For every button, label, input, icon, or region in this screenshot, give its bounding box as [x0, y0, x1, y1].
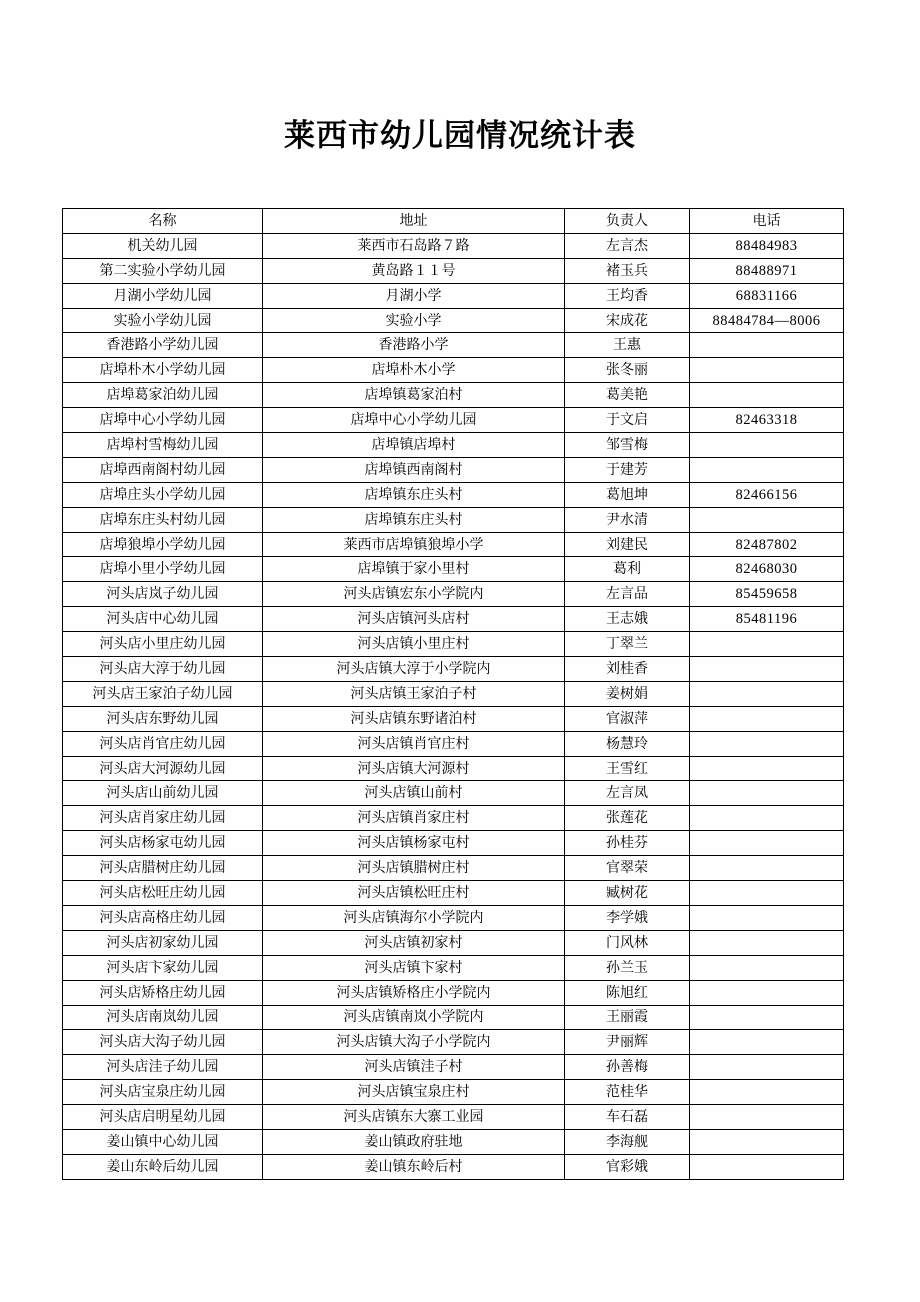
cell-name: 姜山镇中心幼儿园	[63, 1129, 263, 1154]
table-row	[63, 383, 844, 408]
table-row	[63, 308, 844, 333]
cell-name: 河头店高格庄幼儿园	[63, 905, 263, 930]
cell-name: 香港路小学幼儿园	[63, 333, 263, 358]
cell-name: 实验小学幼儿园	[63, 308, 263, 333]
table-row	[63, 333, 844, 358]
cell-address: 店埠镇西南阁村	[263, 457, 565, 482]
cell-address: 河头店镇初家村	[263, 930, 565, 955]
cell-name: 河头店肖家庄幼儿园	[63, 806, 263, 831]
cell-person-in-charge: 刘建民	[565, 532, 690, 557]
cell-address: 河头店镇卞家村	[263, 955, 565, 980]
cell-address: 姜山镇东岭后村	[263, 1154, 565, 1179]
cell-person-in-charge: 官淑萍	[565, 706, 690, 731]
cell-name: 河头店东野幼儿园	[63, 706, 263, 731]
table-row	[63, 233, 844, 258]
cell-person-in-charge: 李海舰	[565, 1129, 690, 1154]
cell-person-in-charge: 王志娥	[565, 607, 690, 632]
table-row	[63, 433, 844, 458]
cell-address: 河头店镇松旺庄村	[263, 881, 565, 906]
cell-person-in-charge: 门风林	[565, 930, 690, 955]
cell-person-in-charge: 褚玉兵	[565, 258, 690, 283]
cell-phone: 82463318	[690, 408, 844, 433]
table-row	[63, 831, 844, 856]
table-body	[63, 233, 844, 1179]
cell-phone	[690, 980, 844, 1005]
header-person-in-charge: 负责人	[565, 209, 690, 234]
cell-name: 店埠小里小学幼儿园	[63, 557, 263, 582]
table-row	[63, 632, 844, 657]
table-row	[63, 856, 844, 881]
cell-address: 河头店镇腊树庄村	[263, 856, 565, 881]
cell-phone	[690, 333, 844, 358]
cell-person-in-charge: 车石磊	[565, 1105, 690, 1130]
table-row	[63, 1080, 844, 1105]
cell-name: 河头店腊树庄幼儿园	[63, 856, 263, 881]
cell-address: 河头店镇肖官庄村	[263, 731, 565, 756]
cell-address: 河头店镇宝泉庄村	[263, 1080, 565, 1105]
cell-address: 河头店镇南岚小学院内	[263, 1005, 565, 1030]
cell-address: 莱西市石岛路７路	[263, 233, 565, 258]
cell-phone: 88484983	[690, 233, 844, 258]
cell-address: 河头店镇东大寨工业园	[263, 1105, 565, 1130]
cell-address: 香港路小学	[263, 333, 565, 358]
table-row	[63, 731, 844, 756]
cell-person-in-charge: 王均香	[565, 283, 690, 308]
table-row	[63, 781, 844, 806]
cell-address: 河头店镇大河源村	[263, 756, 565, 781]
cell-phone	[690, 433, 844, 458]
page-title: 莱西市幼儿园情况统计表	[284, 118, 636, 154]
cell-address: 河头店镇王家泊子村	[263, 681, 565, 706]
cell-person-in-charge: 葛利	[565, 557, 690, 582]
cell-name: 第二实验小学幼儿园	[63, 258, 263, 283]
cell-phone	[690, 457, 844, 482]
cell-address: 店埠镇于家小里村	[263, 557, 565, 582]
cell-name: 店埠庄头小学幼儿园	[63, 482, 263, 507]
cell-name: 河头店卞家幼儿园	[63, 955, 263, 980]
cell-address: 店埠镇东庄头村	[263, 507, 565, 532]
table-row	[63, 482, 844, 507]
cell-person-in-charge: 范桂华	[565, 1080, 690, 1105]
cell-phone: 88488971	[690, 258, 844, 283]
cell-name: 店埠西南阁村幼儿园	[63, 457, 263, 482]
table-row	[63, 582, 844, 607]
cell-address: 黄岛路１１号	[263, 258, 565, 283]
cell-person-in-charge: 于文启	[565, 408, 690, 433]
cell-person-in-charge: 姜树娟	[565, 681, 690, 706]
cell-person-in-charge: 左言凤	[565, 781, 690, 806]
cell-phone	[690, 881, 844, 906]
cell-person-in-charge: 官彩娥	[565, 1154, 690, 1179]
cell-address: 河头店镇肖家庄村	[263, 806, 565, 831]
cell-phone	[690, 955, 844, 980]
cell-address: 河头店镇海尔小学院内	[263, 905, 565, 930]
table-row	[63, 258, 844, 283]
header-name: 名称	[63, 209, 263, 234]
cell-person-in-charge: 尹丽辉	[565, 1030, 690, 1055]
table-row	[63, 905, 844, 930]
cell-person-in-charge: 李学娥	[565, 905, 690, 930]
cell-person-in-charge: 宋成花	[565, 308, 690, 333]
table-row	[63, 507, 844, 532]
cell-address: 店埠朴木小学	[263, 358, 565, 383]
table-row	[63, 283, 844, 308]
cell-phone	[690, 657, 844, 682]
cell-address: 河头店镇小里庄村	[263, 632, 565, 657]
cell-name: 河头店中心幼儿园	[63, 607, 263, 632]
cell-phone	[690, 1154, 844, 1179]
cell-person-in-charge: 葛旭坤	[565, 482, 690, 507]
cell-phone	[690, 1030, 844, 1055]
cell-name: 河头店山前幼儿园	[63, 781, 263, 806]
cell-person-in-charge: 王惠	[565, 333, 690, 358]
header-address: 地址	[263, 209, 565, 234]
table-row	[63, 1005, 844, 1030]
cell-name: 河头店松旺庄幼儿园	[63, 881, 263, 906]
cell-phone	[690, 1105, 844, 1130]
table-row	[63, 930, 844, 955]
cell-name: 河头店启明星幼儿园	[63, 1105, 263, 1130]
cell-name: 河头店宝泉庄幼儿园	[63, 1080, 263, 1105]
cell-phone: 82468030	[690, 557, 844, 582]
cell-person-in-charge: 孙善梅	[565, 1055, 690, 1080]
cell-address: 河头店镇大淳于小学院内	[263, 657, 565, 682]
cell-name: 店埠葛家泊幼儿园	[63, 383, 263, 408]
kindergarten-table	[62, 208, 844, 1180]
cell-address: 河头店镇东野诸泊村	[263, 706, 565, 731]
cell-phone	[690, 781, 844, 806]
cell-address: 河头店镇洼子村	[263, 1055, 565, 1080]
cell-person-in-charge: 杨慧玲	[565, 731, 690, 756]
cell-phone	[690, 930, 844, 955]
cell-name: 店埠村雪梅幼儿园	[63, 433, 263, 458]
table-row	[63, 980, 844, 1005]
cell-phone	[690, 731, 844, 756]
table-row	[63, 607, 844, 632]
cell-phone	[690, 756, 844, 781]
cell-name: 河头店南岚幼儿园	[63, 1005, 263, 1030]
cell-address: 河头店镇宏东小学院内	[263, 582, 565, 607]
cell-phone: 85481196	[690, 607, 844, 632]
cell-phone: 88484784—8006	[690, 308, 844, 333]
cell-phone	[690, 831, 844, 856]
cell-address: 店埠中心小学幼儿园	[263, 408, 565, 433]
cell-address: 店埠镇店埠村	[263, 433, 565, 458]
cell-person-in-charge: 张冬丽	[565, 358, 690, 383]
cell-person-in-charge: 刘桂香	[565, 657, 690, 682]
cell-phone	[690, 706, 844, 731]
cell-person-in-charge: 孙兰玉	[565, 955, 690, 980]
cell-address: 河头店镇山前村	[263, 781, 565, 806]
table-row	[63, 881, 844, 906]
table-row	[63, 681, 844, 706]
table-row	[63, 1129, 844, 1154]
cell-phone: 68831166	[690, 283, 844, 308]
table-row	[63, 457, 844, 482]
cell-phone: 82466156	[690, 482, 844, 507]
cell-name: 机关幼儿园	[63, 233, 263, 258]
table-row	[63, 1154, 844, 1179]
table-header-row	[63, 209, 844, 234]
cell-person-in-charge: 丁翠兰	[565, 632, 690, 657]
cell-name: 河头店初家幼儿园	[63, 930, 263, 955]
cell-phone	[690, 358, 844, 383]
cell-address: 河头店镇杨家屯村	[263, 831, 565, 856]
cell-phone	[690, 1005, 844, 1030]
table-row	[63, 408, 844, 433]
cell-name: 河头店大沟子幼儿园	[63, 1030, 263, 1055]
cell-phone	[690, 1129, 844, 1154]
table-row	[63, 1030, 844, 1055]
cell-address: 实验小学	[263, 308, 565, 333]
table-row	[63, 1105, 844, 1130]
table-row	[63, 532, 844, 557]
cell-name: 店埠狼埠小学幼儿园	[63, 532, 263, 557]
cell-address: 莱西市店埠镇狼埠小学	[263, 532, 565, 557]
cell-person-in-charge: 尹水清	[565, 507, 690, 532]
table-row	[63, 806, 844, 831]
cell-name: 河头店小里庄幼儿园	[63, 632, 263, 657]
cell-person-in-charge: 左言品	[565, 582, 690, 607]
cell-person-in-charge: 官翠荣	[565, 856, 690, 881]
table-row	[63, 955, 844, 980]
cell-address: 月湖小学	[263, 283, 565, 308]
cell-person-in-charge: 张莲花	[565, 806, 690, 831]
cell-person-in-charge: 陈旭红	[565, 980, 690, 1005]
cell-name: 河头店杨家屯幼儿园	[63, 831, 263, 856]
cell-name: 店埠朴木小学幼儿园	[63, 358, 263, 383]
cell-name: 河头店王家泊子幼儿园	[63, 681, 263, 706]
cell-phone: 85459658	[690, 582, 844, 607]
cell-address: 河头店镇矫格庄小学院内	[263, 980, 565, 1005]
cell-phone	[690, 383, 844, 408]
cell-name: 河头店岚子幼儿园	[63, 582, 263, 607]
cell-phone	[690, 681, 844, 706]
table-row	[63, 657, 844, 682]
cell-phone	[690, 905, 844, 930]
cell-person-in-charge: 左言杰	[565, 233, 690, 258]
cell-address: 店埠镇葛家泊村	[263, 383, 565, 408]
cell-person-in-charge: 王丽霞	[565, 1005, 690, 1030]
cell-person-in-charge: 王雪红	[565, 756, 690, 781]
cell-person-in-charge: 于建芳	[565, 457, 690, 482]
cell-phone: 82487802	[690, 532, 844, 557]
cell-address: 姜山镇政府驻地	[263, 1129, 565, 1154]
table-row	[63, 1055, 844, 1080]
cell-phone	[690, 806, 844, 831]
table-row	[63, 358, 844, 383]
cell-phone	[690, 1055, 844, 1080]
table-row	[63, 557, 844, 582]
cell-name: 河头店大淳于幼儿园	[63, 657, 263, 682]
cell-person-in-charge: 葛美艳	[565, 383, 690, 408]
cell-name: 河头店大河源幼儿园	[63, 756, 263, 781]
cell-name: 河头店肖官庄幼儿园	[63, 731, 263, 756]
table-row	[63, 706, 844, 731]
cell-name: 河头店矫格庄幼儿园	[63, 980, 263, 1005]
cell-phone	[690, 1080, 844, 1105]
cell-phone	[690, 507, 844, 532]
cell-address: 河头店镇大沟子小学院内	[263, 1030, 565, 1055]
cell-name: 店埠中心小学幼儿园	[63, 408, 263, 433]
cell-name: 河头店洼子幼儿园	[63, 1055, 263, 1080]
cell-person-in-charge: 臧树花	[565, 881, 690, 906]
header-phone: 电话	[690, 209, 844, 234]
cell-name: 店埠东庄头村幼儿园	[63, 507, 263, 532]
table-row	[63, 756, 844, 781]
cell-phone	[690, 632, 844, 657]
cell-person-in-charge: 邹雪梅	[565, 433, 690, 458]
cell-phone	[690, 856, 844, 881]
cell-name: 姜山东岭后幼儿园	[63, 1154, 263, 1179]
cell-person-in-charge: 孙桂芬	[565, 831, 690, 856]
cell-address: 店埠镇东庄头村	[263, 482, 565, 507]
cell-name: 月湖小学幼儿园	[63, 283, 263, 308]
cell-address: 河头店镇河头店村	[263, 607, 565, 632]
